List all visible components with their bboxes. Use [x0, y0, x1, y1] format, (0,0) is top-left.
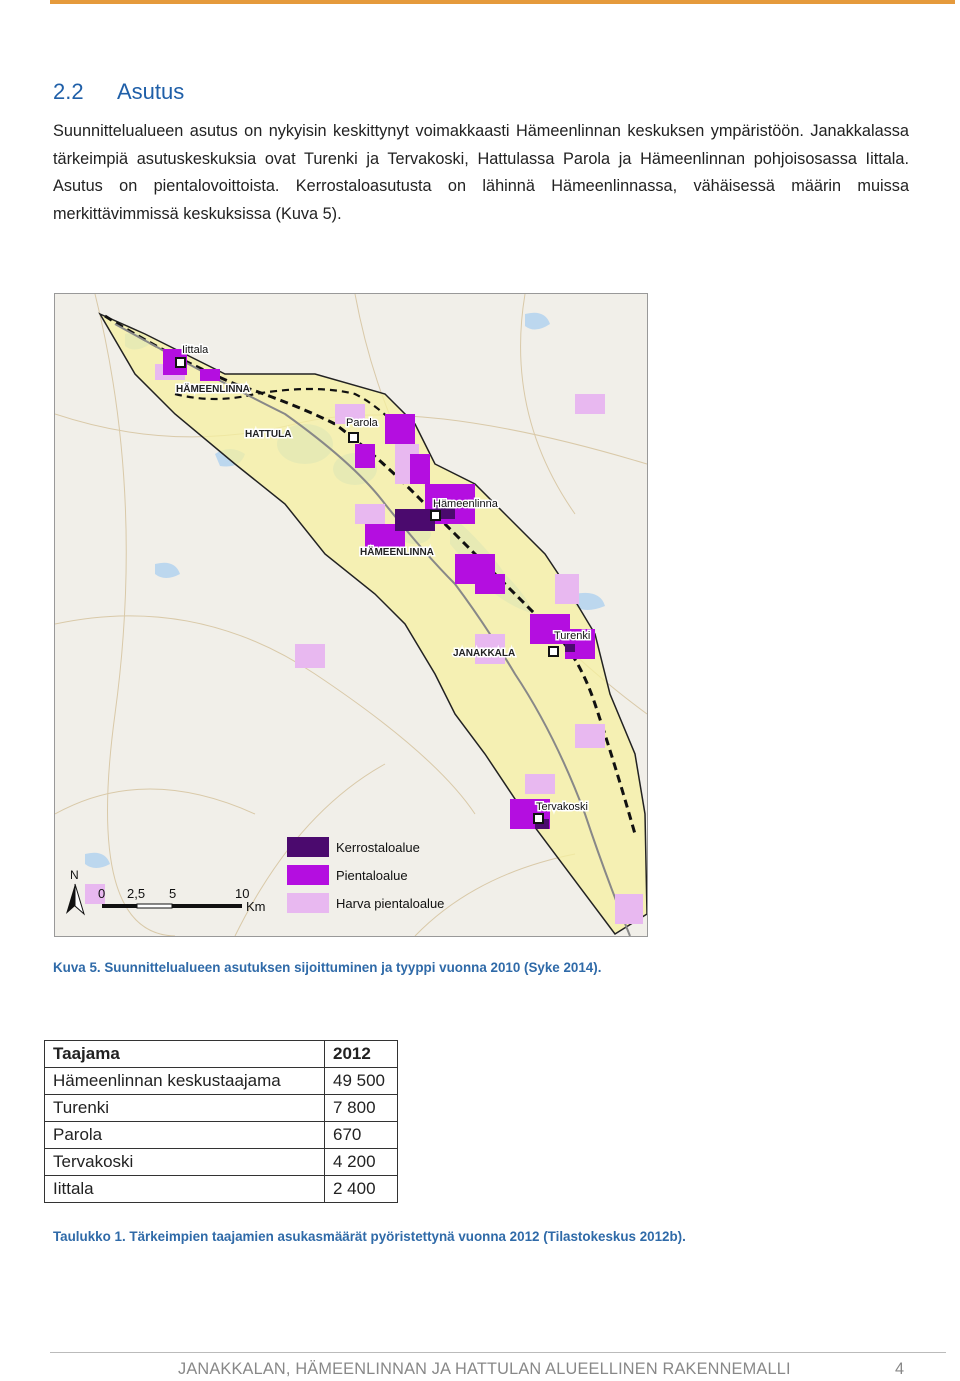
- scale-tick-3: 10: [235, 886, 250, 901]
- table-cell: Tervakoski: [45, 1149, 325, 1176]
- scale-unit: Km: [246, 899, 266, 914]
- place-label-hameenlinna: Hämeenlinna: [433, 498, 498, 510]
- legend-label-apartment: Kerrostaloalue: [336, 840, 420, 855]
- section-title: Asutus: [117, 79, 185, 104]
- table-row: [45, 1122, 398, 1149]
- footer-title: JANAKKALAN, HÄMEENLINNAN JA HATTULAN ALUEELLINEN RAKENNEMALLI: [178, 1360, 791, 1378]
- page-number: 4: [895, 1360, 905, 1378]
- scale-tick-2: 5: [169, 886, 177, 901]
- legend-swatch-sparse: [287, 893, 329, 913]
- table-cell: 49 500: [325, 1068, 398, 1095]
- legend-swatch-apartment: [287, 837, 329, 857]
- table-cell: 7 800: [325, 1095, 398, 1122]
- scale-tick-1: 2,5: [127, 886, 146, 901]
- legend-swatch-detached: [287, 865, 329, 885]
- table-cell: Turenki: [45, 1095, 325, 1122]
- table-row: [45, 1068, 398, 1095]
- figure-caption: Kuva 5. Suunnittelualueen asutuksen sijoittuminen ja tyyppi vuonna 2010 (Syke 2014).: [53, 960, 602, 975]
- table-cell: Iittala: [45, 1176, 325, 1203]
- table-header-row: [45, 1041, 398, 1068]
- body-paragraph: Suunnittelualueen asutus on nykyisin keskittynyt voimakkaasti Hämeenlinnan keskuksen ympäristöön. Janakkalassa tärkeimpiä asutuskeskuksia ovat Turenki ja Tervakoski, Hattulassa Parola ja Hämeenlinnan pohjoisosassa Iittala. Asutus on pientalovoittoista. Kerrostaloasutusta on lähinnä Hämeenlinnassa, vähäisessä määrin muissa merkittävimmissä keskuksissa (Kuva 5).: [53, 122, 909, 223]
- place-label-tervakoski: Tervakoski: [536, 801, 588, 813]
- table-row: [45, 1149, 398, 1176]
- scale-tick-0: 0: [98, 886, 106, 901]
- place-label-turenki: Turenki: [554, 630, 591, 642]
- municipality-label-hameenlinna-north: HÄMEENLINNA: [176, 384, 250, 395]
- population-table: [44, 1040, 398, 1203]
- legend-label-detached: Pientaloalue: [336, 868, 408, 883]
- svg-text:N: N: [70, 868, 79, 882]
- table-header-cell: Taajama: [45, 1041, 325, 1068]
- municipality-label-janakkala: JANAKKALA: [453, 648, 516, 659]
- section-number: 2.2: [53, 79, 84, 104]
- municipality-label-hattula: HATTULA: [245, 429, 292, 440]
- settlement-map: [54, 293, 648, 937]
- place-label-iittala: Iittala: [182, 344, 209, 356]
- place-label-parola: Parola: [346, 417, 378, 429]
- footer-rule: [50, 1352, 946, 1353]
- table-row: [45, 1095, 398, 1122]
- table-cell: Hämeenlinnan keskustaajama: [45, 1068, 325, 1095]
- legend-label-sparse: Harva pientaloalue: [336, 896, 445, 911]
- table-header-cell: 2012: [325, 1041, 398, 1068]
- table-caption: Taulukko 1. Tärkeimpien taajamien asukasmäärät pyöristettynä vuonna 2012 (Tilastokeskus 2012b).: [53, 1229, 686, 1244]
- municipality-label-hameenlinna-south: HÄMEENLINNA: [360, 547, 434, 558]
- table-cell: 4 200: [325, 1149, 398, 1176]
- table-cell: 2 400: [325, 1176, 398, 1203]
- section-heading: [53, 79, 184, 105]
- top-rule: [50, 0, 955, 4]
- table-cell: Parola: [45, 1122, 325, 1149]
- table-row: [45, 1176, 398, 1203]
- table-cell: 670: [325, 1122, 398, 1149]
